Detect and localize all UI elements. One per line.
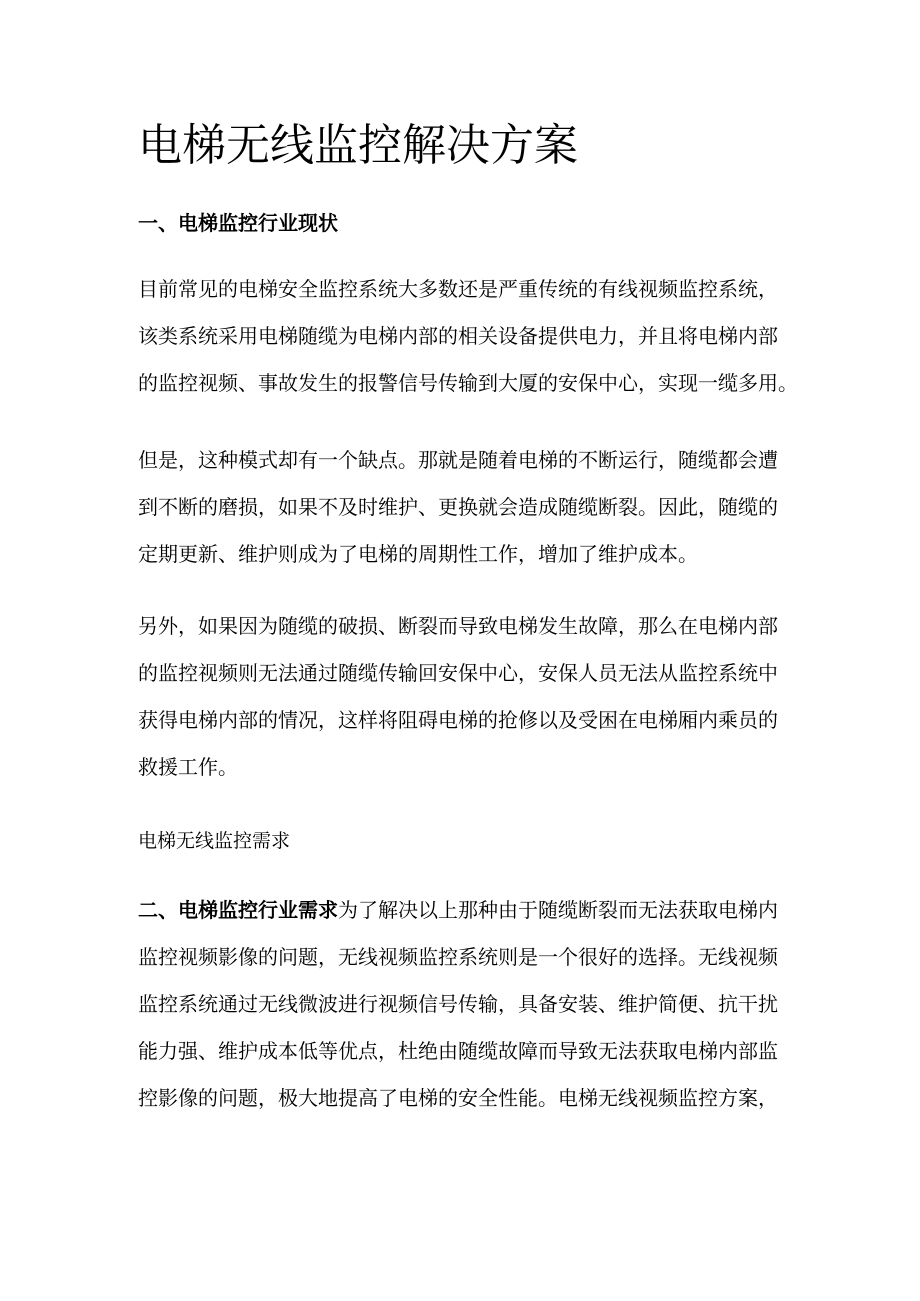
paragraph-line: 监控系统通过无线微波进行视频信号传输，具备安装、维护简便、抗干扰 <box>138 992 778 1016</box>
paragraph-line: 目前常见的电梯安全监控系统大多数还是严重传统的有线视频监控系统， <box>138 277 778 301</box>
paragraph-line: 定期更新、维护则成为了电梯的周期性工作，增加了维护成本。 <box>138 542 698 566</box>
paragraph-line: 救援工作。 <box>138 755 238 779</box>
paragraph-line: 获得电梯内部的情况，这样将阻碍电梯的抢修以及受困在电梯厢内乘员的 <box>138 708 778 732</box>
paragraph-line: 该类系统采用电梯随缆为电梯内部的相关设备提供电力，并且将电梯内部 <box>138 324 778 348</box>
paragraph-line: 能力强、维护成本低等优点，杜绝由随缆故障而导致无法获取电梯内部监 <box>138 1039 778 1063</box>
paragraph-line-rest: 为了解决以上那种由于随缆断裂而无法获取电梯内 <box>338 898 778 922</box>
paragraph-line: 的监控视频则无法通过随缆传输回安保中心，安保人员无法从监控系统中 <box>138 661 778 685</box>
paragraph-line: 到不断的磨损，如果不及时维护、更换就会造成随缆断裂。因此，随缆的 <box>138 495 778 519</box>
paragraph-wireless-demand <box>138 887 778 1122</box>
paragraph-traditional-system <box>138 266 798 407</box>
subsection-label: 电梯无线监控需求 <box>138 830 291 852</box>
paragraph-cable-wear <box>138 437 778 578</box>
paragraph-line: 监控视频影像的问题，无线视频监控系统则是一个很好的选择。无线视频 <box>138 945 778 969</box>
document-title: 电梯无线监控解决方案 <box>138 120 578 171</box>
paragraph-first-line <box>138 887 778 934</box>
section-heading-status: 一、电梯监控行业现状 <box>138 211 338 235</box>
paragraph-failure-impact <box>138 603 778 791</box>
paragraph-line: 但是，这种模式却有一个缺点。那就是随着电梯的不断运行，随缆都会遭 <box>138 448 778 472</box>
paragraph-line: 另外，如果因为随缆的破损、断裂而导致电梯发生故障，那么在电梯内部 <box>138 614 778 638</box>
paragraph-line: 控影像的问题，极大地提高了电梯的安全性能。电梯无线视频监控方案， <box>138 1086 778 1110</box>
paragraph-line: 的监控视频、事故发生的报警信号传输到大厦的安保中心，实现一缆多用。 <box>138 371 798 395</box>
section-heading-demand: 二、电梯监控行业需求 <box>138 898 338 922</box>
